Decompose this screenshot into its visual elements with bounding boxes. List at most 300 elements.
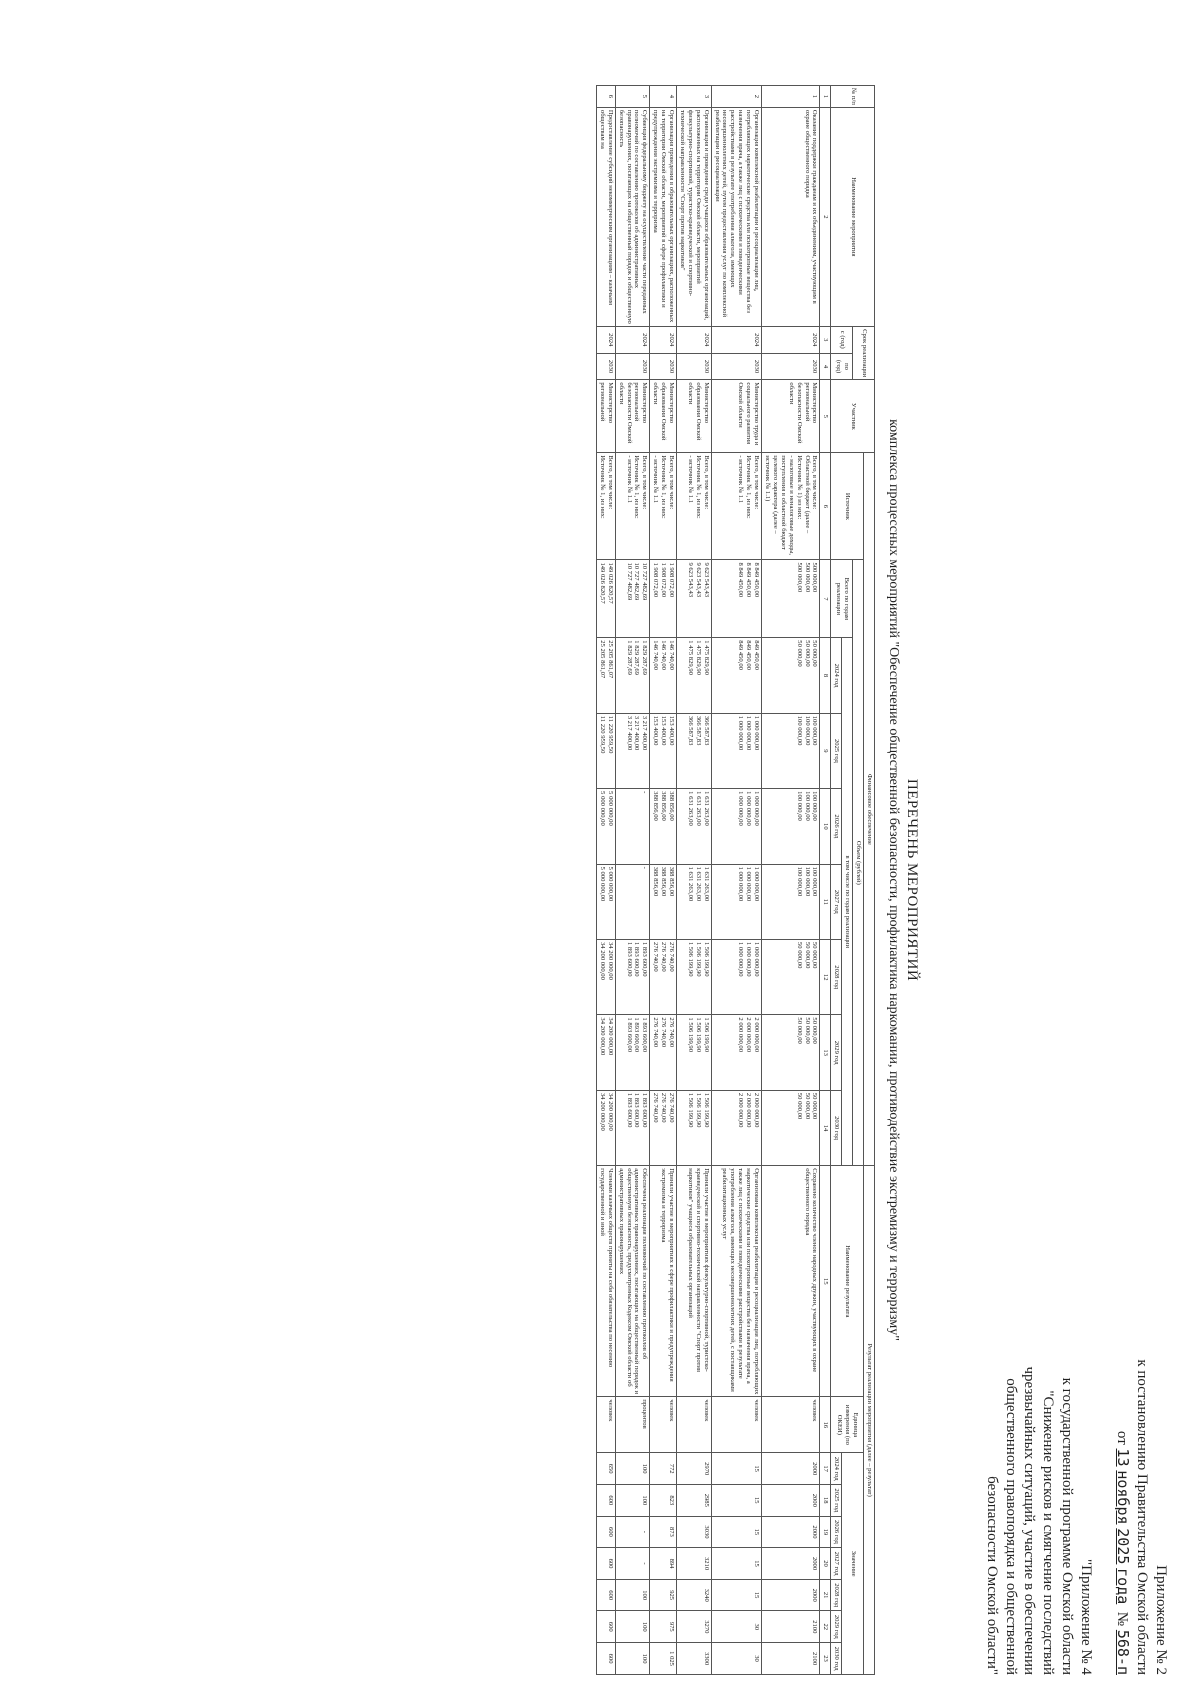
row-to: 2030: [596, 353, 615, 380]
col-term: Срок реализации: [853, 326, 875, 380]
row-y2024: [711, 638, 761, 713]
row-y2025-line: 366 587,83: [686, 715, 694, 746]
col-fin-year: 2024 год: [831, 638, 842, 713]
row-y2025-line: 153 400,00: [652, 715, 660, 746]
row-total: [596, 560, 615, 638]
row-y2025-line: 3 217 400,00: [625, 715, 633, 751]
row-sources: [711, 453, 761, 560]
row-from: 2024: [711, 326, 761, 353]
row-from: 2024: [596, 326, 615, 353]
row-y2028-line: 1 893 600,00: [633, 941, 641, 977]
row-y2025-line: 153 400,00: [668, 715, 676, 746]
row-value: 15: [711, 1579, 761, 1611]
col-res-year: 2026 год: [831, 1516, 842, 1548]
row-y2026-line: 388 856,00: [668, 791, 676, 821]
row-sources: [650, 453, 677, 560]
row-y2028-line: 1 893 600,00: [625, 941, 633, 977]
row-y2028: [711, 939, 761, 1014]
col-res-year: 2025 год: [831, 1484, 842, 1516]
row-y2029: [596, 1015, 615, 1090]
row-sources-line: Всего, в том числе:: [811, 455, 819, 510]
row-value: 3300: [677, 1643, 712, 1675]
doc-number: 568-п: [1114, 1629, 1133, 1675]
row-y2030: [711, 1090, 761, 1165]
row-total-line: 500 000,00: [811, 562, 819, 593]
row-y2030-line: 1 893 600,00: [625, 1092, 633, 1128]
row-y2027-line: 1 631 263,00: [686, 866, 694, 902]
row-value: 2000: [762, 1548, 820, 1580]
row-y2024-line: 849 450,00: [737, 640, 745, 670]
row-y2026-line: 100 000,00: [803, 791, 811, 821]
row-total-line: 1 908 072,00: [652, 562, 660, 598]
row-y2027-line: 5 000 000,00: [598, 866, 606, 902]
row-value: 2100: [762, 1643, 820, 1675]
row-to: 2030: [711, 353, 761, 380]
row-value: 15: [711, 1548, 761, 1580]
row-y2028: [650, 939, 677, 1014]
row-value: 30: [711, 1643, 761, 1675]
row-y2029-line: 34 200 000,00: [598, 1017, 606, 1056]
row-value: 1 025: [650, 1643, 677, 1675]
row-participant: Министерство региональной безопасности Омской области: [762, 380, 820, 453]
table-row: [677, 86, 712, 1675]
row-y2026: [596, 789, 615, 864]
row-y2027: [615, 864, 650, 939]
row-y2026-line: 1 000 000,00: [753, 791, 761, 826]
row-y2028-line: 50 000,00: [795, 941, 803, 969]
column-index: 8: [820, 638, 831, 713]
rotated-page: [50, 85, 1170, 1675]
row-total-line: 8 849 450,00: [745, 562, 753, 598]
row-y2029-line: 276 740,00: [660, 1017, 668, 1048]
column-index: 16: [820, 1397, 831, 1453]
row-value: 100: [615, 1453, 650, 1485]
row-participant: Министерство образования Омской области: [650, 380, 677, 453]
row-y2026-line: 1 000 000,00: [737, 791, 745, 826]
row-y2028-line: 276 740,00: [668, 941, 676, 972]
row-value: 15: [711, 1453, 761, 1485]
row-value: 873: [650, 1516, 677, 1548]
row-y2030-line: 1 893 600,00: [633, 1092, 641, 1128]
row-total-line: 10 727 482,69: [633, 562, 641, 601]
table-row: [650, 86, 677, 1675]
row-y2024: [650, 638, 677, 713]
row-y2025-line: 11 220 959,50: [606, 715, 614, 754]
column-index: 2: [820, 107, 831, 326]
row-from: 2024: [650, 326, 677, 353]
row-y2025-line: 100 000,00: [795, 715, 803, 746]
row-y2028-line: 1 506 199,90: [702, 941, 710, 977]
row-total: [762, 560, 820, 638]
row-y2027-line: 388 856,00: [668, 866, 676, 897]
row-y2026-line: -: [641, 791, 649, 794]
row-y2030-line: 276 740,00: [652, 1092, 660, 1123]
header-row-1: [864, 86, 875, 1675]
row-y2029-line: 1 893 600,00: [633, 1017, 641, 1053]
row-y2025-line: 3 217 400,00: [633, 715, 641, 751]
row-y2026-line: 100 000,00: [795, 791, 803, 821]
row-y2027-line: 1 000 000,00: [745, 866, 753, 902]
row-result: Приняли участие в мероприятиях в сфере профилактики и предупреждения экстремизма и терроризма: [650, 1166, 677, 1397]
row-y2026-line: 1 631 263,00: [702, 791, 710, 826]
row-sources: [615, 453, 650, 560]
row-unit: человек: [650, 1397, 677, 1453]
row-sources-line: - источник № 1.1: [652, 455, 660, 504]
row-from: 2024: [677, 326, 712, 353]
title-block: [885, 85, 920, 1675]
row-participant: Министерство региональной безопасности Омской области: [615, 380, 650, 453]
row-value: 2000: [762, 1453, 820, 1485]
col-res-year: 2030 год: [831, 1643, 842, 1675]
row-y2025-line: 1 000 000,00: [737, 715, 745, 751]
row-y2025: [596, 713, 615, 788]
row-y2024-line: 146 740,00: [660, 640, 668, 670]
row-value: 600: [596, 1611, 615, 1643]
column-index: 19: [820, 1516, 831, 1548]
row-value: 15: [711, 1484, 761, 1516]
row-y2028-line: 1 506 199,90: [694, 941, 702, 977]
column-index-row: [820, 86, 831, 1675]
row-result: Сохранено количество членов народных дружин, участвующих в охране общественного порядка: [762, 1166, 820, 1397]
row-participant: Министерство региональной: [596, 380, 615, 453]
row-value: 650: [596, 1453, 615, 1485]
row-value: 600: [596, 1579, 615, 1611]
row-y2026: [711, 789, 761, 864]
measures-table: [596, 85, 875, 1675]
row-sources-line: - источник № 1.1: [625, 455, 633, 504]
row-y2030-line: 50 000,00: [803, 1092, 811, 1120]
row-value: 100: [615, 1579, 650, 1611]
row-value: 925: [650, 1579, 677, 1611]
row-y2029: [650, 1015, 677, 1090]
row-unit: процентов: [615, 1397, 650, 1453]
row-sources-line: Источник № 1, из них:: [745, 455, 753, 519]
row-name: Организация комплексной реабилитации и ресоциализации лиц, потребляющих наркотические средства или психотропные вещества без назначения врача, а также лиц с психическими и поведенческими расстройствами в результате употребления алкоголя, имеющих несовершеннолетних детей, путем предоставления услуг по комплексной реабилитации и ресоциализации: [711, 107, 761, 326]
col-res-year: 2029 год: [831, 1611, 842, 1643]
row-sources-line: Источник № 1, из них:: [660, 455, 668, 519]
col-num: № п/п: [831, 86, 875, 108]
table-row: [762, 86, 820, 1675]
program-appendix: "Приложение № 4: [1077, 1559, 1094, 1675]
row-sources-line: - источник № 1.1: [737, 455, 745, 504]
row-total: [650, 560, 677, 638]
row-y2029: [711, 1015, 761, 1090]
row-value: 100: [615, 1484, 650, 1516]
row-value: -: [615, 1516, 650, 1548]
col-name: Наименование мероприятия: [831, 107, 875, 326]
row-value: 2100: [762, 1611, 820, 1643]
row-y2026-line: 5 000 000,00: [606, 791, 614, 826]
row-y2029-line: 1 506 199,90: [694, 1017, 702, 1053]
column-index: 4: [820, 353, 831, 380]
row-from: 2024: [615, 326, 650, 353]
row-y2027: [596, 864, 615, 939]
row-y2027-line: 100 000,00: [811, 866, 819, 897]
date-year: 2025: [1114, 1528, 1133, 1565]
col-res-year: 2024 год: [831, 1453, 842, 1485]
row-total-line: 9 623 543,43: [694, 562, 702, 598]
row-unit: человек: [762, 1397, 820, 1453]
column-index: 17: [820, 1453, 831, 1485]
row-value: 772: [650, 1453, 677, 1485]
row-total: [615, 560, 650, 638]
row-y2024-line: 1 829 287,69: [633, 640, 641, 675]
row-y2030-line: 2 000 000,00: [737, 1092, 745, 1128]
row-y2029: [762, 1015, 820, 1090]
col-finance: Финансовое обеспечение: [864, 453, 875, 1166]
col-fin-year: 2028 год: [831, 939, 842, 1014]
row-sources: [596, 453, 615, 560]
date-line: от 13 ноября 2025 года № 568-п: [1114, 1430, 1133, 1675]
column-index: 22: [820, 1611, 831, 1643]
row-y2028-line: 50 000,00: [811, 941, 819, 969]
row-sources-line: Источник № 1, из них:: [598, 455, 606, 519]
row-total-line: 500 000,00: [803, 562, 811, 593]
row-name: Организация проведения в образовательных организациях, расположенных на территории Омской области, мероприятий в сфере профилактики и предупреждения экстремизма и терроризма: [650, 107, 677, 326]
row-y2024-line: 146 740,00: [668, 640, 676, 670]
row-sources-line: Всего, в том числе:: [606, 455, 614, 510]
row-y2027-line: 388 856,00: [652, 866, 660, 897]
row-y2025: [762, 713, 820, 788]
row-y2030: [677, 1090, 712, 1165]
row-sources-line: Всего, в том числе:: [668, 455, 676, 510]
row-total-line: 10 727 482,69: [625, 562, 633, 601]
row-y2026-line: 100 000,00: [811, 791, 819, 821]
row-y2028-line: 34 200 000,00: [598, 941, 606, 980]
row-value: 600: [596, 1516, 615, 1548]
row-value: 894: [650, 1548, 677, 1580]
row-y2030: [615, 1090, 650, 1165]
row-y2027-line: 1 631 263,00: [702, 866, 710, 902]
row-y2026-line: 1 631 263,00: [694, 791, 702, 826]
row-y2027: [650, 864, 677, 939]
row-y2030-line: 276 740,00: [668, 1092, 676, 1123]
row-y2025-line: 11 220 959,50: [598, 715, 606, 754]
row-participant: Министерство образования Омской области: [677, 380, 712, 453]
column-index: 6: [820, 453, 831, 560]
row-total-line: 1 908 072,00: [668, 562, 676, 598]
row-y2030: [596, 1090, 615, 1165]
row-unit: человек: [677, 1397, 712, 1453]
column-index: 10: [820, 789, 831, 864]
row-y2024: [677, 638, 712, 713]
row-y2025-line: 366 587,83: [702, 715, 710, 746]
row-value: 2000: [762, 1484, 820, 1516]
row-y2024-line: 849 450,00: [745, 640, 753, 670]
row-value: 600: [596, 1643, 615, 1675]
row-y2027-line: 100 000,00: [795, 866, 803, 897]
row-num: 5: [615, 86, 650, 108]
row-y2025-line: 1 000 000,00: [745, 715, 753, 751]
col-value: Значение: [842, 1453, 864, 1675]
row-y2024-line: 50 000,00: [795, 640, 803, 667]
row-y2027: [677, 864, 712, 939]
row-total-line: 10 727 482,69: [641, 562, 649, 601]
col-result-group: Результат реализации мероприятия (далее – результат): [864, 1166, 875, 1675]
column-index: 14: [820, 1090, 831, 1165]
row-y2028: [677, 939, 712, 1014]
row-result: Членами казачьих обществ приняты на себя обязательства по несению государственной и иной: [596, 1166, 615, 1397]
row-value: 3240: [677, 1579, 712, 1611]
row-y2026-line: 1 000 000,00: [745, 791, 753, 826]
row-name: Субвенция федеральному бюджету на осуществление части переданных полномочий по составлению протоколов об административных правонарушениях, посягающих на общественный порядок и общественную безопасность: [615, 107, 650, 326]
col-total: Всего по годам реализации: [831, 560, 853, 638]
row-name: Оказание поддержки гражданам и их объединениям, участвующим в охране общественного порядка: [762, 107, 820, 326]
row-y2029-line: 276 740,00: [668, 1017, 676, 1048]
row-y2029: [615, 1015, 650, 1090]
appendix-label: Приложение № 2: [1153, 1565, 1169, 1675]
row-total-line: 8 849 450,00: [737, 562, 745, 598]
row-y2025: [650, 713, 677, 788]
row-value: 3030: [677, 1516, 712, 1548]
row-y2030-line: 34 200 000,00: [606, 1092, 614, 1131]
row-value: 2000: [762, 1516, 820, 1548]
row-y2024-line: 1 475 829,90: [686, 640, 694, 675]
row-y2026: [615, 789, 650, 864]
row-y2029-line: 2 000 000,00: [745, 1017, 753, 1053]
row-total: [677, 560, 712, 638]
row-to: 2030: [650, 353, 677, 380]
row-y2024-line: 849 450,00: [753, 640, 761, 670]
row-sources-line: Источник № 1, из них:: [694, 455, 702, 519]
row-y2024: [615, 638, 650, 713]
column-index: 5: [820, 380, 831, 453]
row-y2024: [596, 638, 615, 713]
row-y2030: [650, 1090, 677, 1165]
row-y2030-line: 1 506 199,90: [686, 1092, 694, 1128]
row-unit: человек: [596, 1397, 615, 1453]
row-y2029-line: 50 000,00: [811, 1017, 819, 1044]
column-index: 18: [820, 1484, 831, 1516]
row-y2024-line: 1 475 829,90: [702, 640, 710, 675]
row-value: 823: [650, 1484, 677, 1516]
row-result: Приняли участие в мероприятиях физкультурно-спортивной, туристско-краеведческой и спортивно-технической направленности "Спорт против наркотиков" учащиеся образовательных организаций: [677, 1166, 712, 1397]
resolution-label: к постановлению Правительства Омской области: [1134, 1359, 1151, 1675]
row-y2028-line: 1 000 000,00: [745, 941, 753, 977]
row-y2029: [677, 1015, 712, 1090]
row-y2028-line: 276 740,00: [652, 941, 660, 972]
row-participant: Министерство труда и социального развития Омской области: [711, 380, 761, 453]
row-sources-line: Всего, в том числе:: [641, 455, 649, 510]
row-sources-line: Областной бюджет (далее – Источник № 1) из них:: [795, 455, 811, 534]
col-fin-year: 2029 год: [831, 1015, 842, 1090]
row-y2030-line: 1 506 199,90: [694, 1092, 702, 1128]
col-fin-year: 2027 год: [831, 864, 842, 939]
row-value: 2000: [762, 1579, 820, 1611]
date-month: ноября: [1114, 1470, 1133, 1525]
row-y2028-line: 1 000 000,00: [753, 941, 761, 977]
col-result-name: Наименование результата: [831, 1166, 864, 1397]
table-row: [711, 86, 761, 1675]
row-num: 2: [711, 86, 761, 108]
row-name: Предоставление субсидий некоммерческим организациям – казачьим обществам на: [596, 107, 615, 326]
row-y2029-line: 1 893 600,00: [641, 1017, 649, 1053]
row-y2024: [762, 638, 820, 713]
row-y2029-line: 50 000,00: [795, 1017, 803, 1044]
row-y2025-line: 100 000,00: [811, 715, 819, 746]
column-index: 12: [820, 939, 831, 1014]
row-y2026-line: 388 856,00: [652, 791, 660, 821]
row-result: Организована комплексная реабилитация и ресоциализация лиц, потребляющих наркотические средства или психотропные вещества без назначения врача, а также лиц с психическими и поведенческими расстройствами в результате употребления алкоголя, имеющих несовершеннолетних детей, с поставщиками реабилитационных услуг: [711, 1166, 761, 1397]
row-y2026-line: 5 000 000,00: [598, 791, 606, 826]
row-value: 975: [650, 1611, 677, 1643]
row-y2029-line: 276 740,00: [652, 1017, 660, 1048]
column-index: 23: [820, 1643, 831, 1675]
row-y2027-line: 388 856,00: [660, 866, 668, 897]
row-value: 600: [596, 1548, 615, 1580]
row-sources-line: Всего, в том числе:: [702, 455, 710, 510]
row-name: Организация и проведение среди учащихся образовательных организаций, расположенных на территории Омской области, мероприятий физкультурно-спортивной, туристско-краеведческой и спортивно-технической направленности "Спорт против наркотиков": [677, 107, 712, 326]
row-y2024-line: 25 205 861,07: [598, 640, 606, 679]
row-y2030-line: 2 000 000,00: [745, 1092, 753, 1128]
col-unit: Единица измерения (по ОКЕИ): [831, 1397, 864, 1453]
header-block: Приложение № 2 к постановлению Правительства Омской области от 13 ноября 2025 года № 568-п "Приложение № 4 к государственной программе Омской области "Снижение рисков и смягчение последствий чрезвычайных ситуаций, участие в обеспечении общественного правопорядка и общественной безопасности Омской области": [982, 1275, 1170, 1675]
row-y2028-line: 1 506 199,90: [686, 941, 694, 977]
col-incl: в том числе по годам реализации: [842, 638, 853, 1166]
column-index: 21: [820, 1579, 831, 1611]
row-value: 600: [596, 1484, 615, 1516]
row-y2027: [762, 864, 820, 939]
row-y2030-line: 34 200 000,00: [598, 1092, 606, 1131]
col-res-year: 2028 год: [831, 1579, 842, 1611]
column-index: 3: [820, 326, 831, 353]
row-y2027-line: 1 631 263,00: [694, 866, 702, 902]
column-index: 9: [820, 713, 831, 788]
row-total-line: 8 849 450,00: [753, 562, 761, 598]
row-y2024-line: 1 829 287,69: [641, 640, 649, 675]
row-y2027: [711, 864, 761, 939]
row-y2028-line: 34 200 000,00: [606, 941, 614, 980]
row-y2024-line: 25 205 861,07: [606, 640, 614, 679]
row-y2030-line: 2 000 000,00: [753, 1092, 761, 1128]
column-index: 15: [820, 1166, 831, 1397]
row-sources-line: Всего, в том числе:: [753, 455, 761, 510]
row-y2029-line: 34 200 000,00: [606, 1017, 614, 1056]
row-y2029-line: 50 000,00: [803, 1017, 811, 1044]
row-total-line: 1 908 072,00: [660, 562, 668, 598]
row-from: 2024: [762, 326, 820, 353]
page-subtitle: комплекса процессных мероприятий "Обеспечение общественной безопасности, профилактика наркомании, противодействие экстремизму и терроризму": [886, 419, 901, 1341]
row-y2025-line: 366 587,83: [694, 715, 702, 746]
row-num: 3: [677, 86, 712, 108]
row-y2029-line: 1 506 199,90: [686, 1017, 694, 1053]
row-sources-line: - источник № 1.1: [686, 455, 694, 504]
col-fin-year: 2030 год: [831, 1090, 842, 1165]
row-y2028: [615, 939, 650, 1014]
row-sources: [762, 453, 820, 560]
row-y2025-line: 100 000,00: [803, 715, 811, 746]
col-res-year: 2027 год: [831, 1548, 842, 1580]
row-y2029-line: 1 893 600,00: [625, 1017, 633, 1053]
column-index: 7: [820, 560, 831, 638]
row-y2028-line: 1 000 000,00: [737, 941, 745, 977]
row-value: 15: [711, 1516, 761, 1548]
date-suffix: года: [1114, 1568, 1133, 1605]
row-num: 1: [762, 86, 820, 108]
row-y2028: [596, 939, 615, 1014]
column-index: 11: [820, 864, 831, 939]
row-y2024-line: 50 000,00: [803, 640, 811, 667]
row-value: 100: [615, 1643, 650, 1675]
row-y2025: [615, 713, 650, 788]
row-y2026-line: 1 631 263,00: [686, 791, 694, 826]
table-row: [596, 86, 615, 1675]
row-value: 30: [711, 1611, 761, 1643]
row-y2024-line: 50 000,00: [811, 640, 819, 667]
row-y2026: [762, 789, 820, 864]
row-y2030-line: 276 740,00: [660, 1092, 668, 1123]
row-y2027-line: -: [641, 866, 649, 869]
